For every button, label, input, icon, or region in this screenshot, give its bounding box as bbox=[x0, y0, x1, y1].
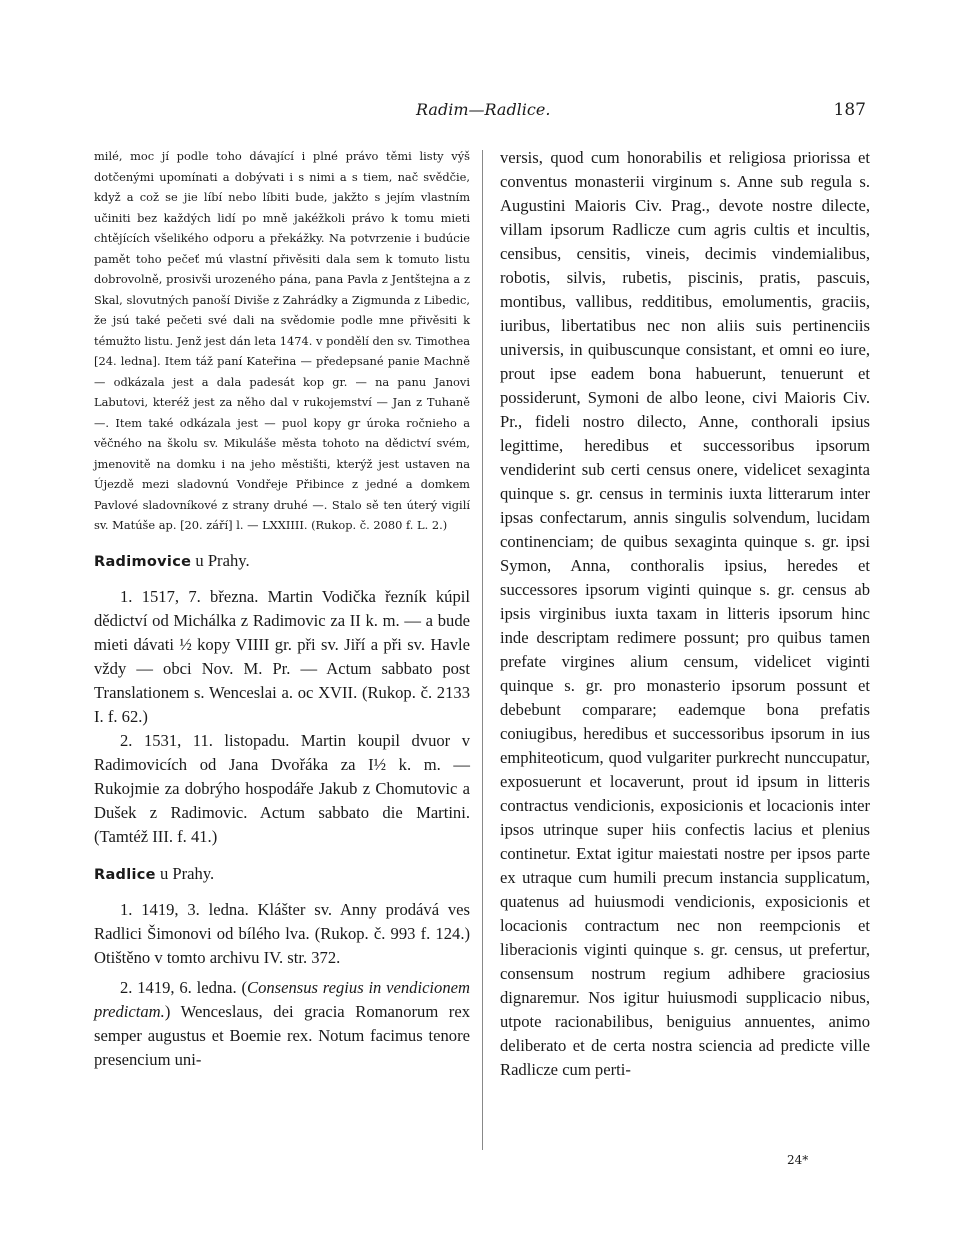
place-suffix: u Prahy. bbox=[191, 550, 250, 570]
signature-mark: 24* bbox=[787, 1153, 809, 1167]
running-header bbox=[0, 100, 960, 126]
entry: 2. 1531, 11. listopadu. Martin koupil dvuor v Radimovicích od Jana Dvořáka za I½ k. m. — Rukojmie za dobrýho hospodáře Jakub z Chomutovic a Dušek z Radimovic. Actum sabbato die Martini. (Tamtéž III. f. 41.) bbox=[94, 730, 470, 846]
entry: 1. 1517, 7. března. Martin Vodička řezník kúpil dědictví od Michálka z Radimovic za II k. m. — a bude mieti dávati ½ kopy VIIII gr. při sv. Jiří a při sv. Havle vždy — obci Nov. M. Pr. — Actum sabbato post Translationem s. Wenceslai a. oc XVII. (Rukop. č. 2133 I. f. 62.) bbox=[94, 586, 470, 726]
entry bbox=[94, 976, 470, 1072]
column-divider bbox=[482, 150, 483, 1150]
entry-prefix: 2. 1419, 6. ledna. ( bbox=[120, 977, 247, 997]
section-heading-radimovice bbox=[94, 549, 470, 574]
page-number: 187 bbox=[833, 100, 866, 120]
section-heading-radlice bbox=[94, 862, 470, 887]
running-title: Radim—Radlice. bbox=[416, 100, 551, 119]
entry-italic: Consensus regius in vendicionem predictam. bbox=[94, 977, 470, 1021]
paragraph: versis, quod cum honorabilis et religiosa priorissa et conventus monasterii virginum s. Anne sub regula s. Augustini Maioris Civ. Prag., devote nostre dilecte, villam ipsorum Radlicze cum agris cultis et incultis, censibus, censitis, vineis, decimis vindemialibus, robotis, silvis, rubetis, piscinis, pratis, pascuis, montibus, vallibus, redditibus, emolumentis, graciis, iuribus, libertatibus nec non aliis suis pertinenciis universis, in quibuscunque consistant, et omni eo iure, prout ipse eadem bona habuerunt, tenuerunt et possiderunt, Symoni de albo leone, civi Maioris Civ. Pr., fideli nostro dilecto, Anne, conthorali ipsius legittime, heredibus et successoribus ipsorum vendiderint sub certi census onere, videlicet sexaginta quinque s. gr. census in terminis iuxta litterarum inter ipsas confectarum, annis singulis solvendum, lucidam continenciam; de quibus sexaginta quinque s. gr. ipsi Symon, Anna, conthoralis ipsius, heredes et successores ipsorum viginti quinque s. gr. census ab ipsis virginibus iuxta taxam in litteris ipsorum hinc inde descriptam redimere possunt; pro quibus tamen prefate virgines alium censum, videlicet viginti quinque s. gr. pro monasterio ipsorum possunt et debebunt comparare; eademque bona prefatis coniugibus, heredibus et successoribus ipsorum in ius emphiteoticum, quod vulgariter purkrecht nunccupatur, exposuerunt et locaverunt, prout id ipsum in litteris contractus vendicionis, exposicionis et locacionis inter ipsos utrinque super hiis confectis lacius et plenius continetur. Extat igitur maiestati nostre per ipsos parte ex utraque cum humili precum instancia supplicatum, quatenus ad huiusmodi vendicionis, exposicionis et locacionis contractum nec non reempcionis et liberacionis viginti quinque s. gr. census, ut prefertur, consensum nostrum regium adhibere graciosius dignaremur. Nos igitur huiusmodi supplicacio nibus, utpote racionabilibus, beniguius annuentes, animo deliberato et de certa nostra sciencia ad predicte ville Radlicze cum perti- bbox=[500, 148, 870, 1079]
left-column bbox=[94, 146, 470, 1072]
section-body-radlice bbox=[94, 898, 470, 1072]
continued-charter-text bbox=[94, 146, 470, 536]
entry: 1. 1419, 3. ledna. Klášter sv. Anny prodává ves Radlici Šimonovi od bílého lva. (Rukop. č. 993 f. 124.) Otištěno v tomto archivu IV. str. 372. bbox=[94, 899, 470, 967]
place-suffix: u Prahy. bbox=[155, 863, 215, 883]
paragraph: milé, moc jí podle toho dávající i plné právo těmi listy výš dotčenými upomínati a dobývati i s nimi a s tiem, nač svědčie, když a což se jie líbí nebo líbiti bude, jakžto s jejím vlastním učiniti bez každých lidí po mně jakéžkoli právo k tomu mieti chtějících všelikého odporu a překážky. Na potvrzenie i budúcie pamět toho pečeť mú vlastní přivěsiti dala sem k tomuto listu dobrovolně, prosivši urozeného pána, pana Pavla z Jentštejna a z Skal, slovutných panoší Diviše z Zahrádky a Zigmunda z Libedic, že jsú také pečeti své dali na svědomie podle mne přivěsiti k témužto listu. Jenž jest dán leta 1474. v pondělí den sv. Timothea [24. ledna]. Item táž paní Kateřina — předepsané panie Machně — odkázala jest a dala padesát kop gr. — na panu Janovi Labutovi, kteréž jest za něho dal v rukojemství — Jan z Tuhaně —. Item také odkázala jest — puol kopy gr úroka ročnieho a věčného na školu sv. Mikuláše města tohoto na dědictví svém, jmenovitě na domku i na jeho městišti, kterýž jest ustaven na Újezdě mezi sladovnú Vondřeje Přibince z jedné a domkem Pavlové sladovníkové z strany druhé —. Stalo sě ten úterý vigilí sv. Matúše ap. [20. září] l. — LXXIIII. (Rukop. č. 2080 f. L. 2.) bbox=[94, 149, 471, 532]
right-column bbox=[500, 146, 870, 1082]
latin-charter-text bbox=[500, 146, 870, 1082]
entry-rest: ) Wenceslaus, dei gracia Romanorum rex semper augustus et Boemie rex. Notum facimus tenore presencium uni- bbox=[94, 1001, 470, 1069]
place-name: Radimovice bbox=[94, 553, 192, 570]
place-name: Radlice bbox=[94, 866, 156, 883]
section-body-radimovice bbox=[94, 585, 470, 849]
